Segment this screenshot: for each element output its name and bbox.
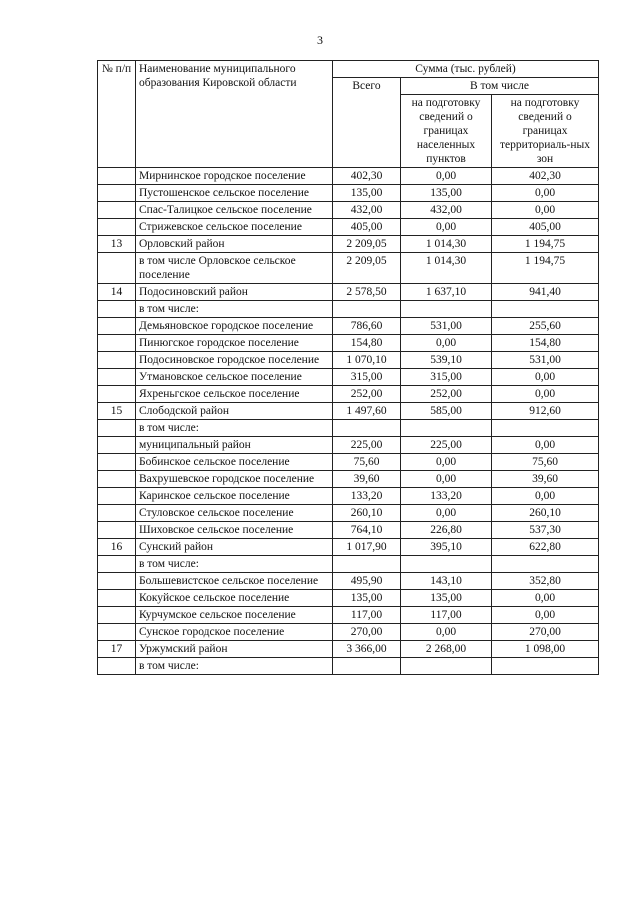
row-name: Вахрушевское городское поселение — [136, 471, 333, 488]
row-name: Яхреньгское сельское поселение — [136, 386, 333, 403]
row-number — [98, 386, 136, 403]
row-name: Подосиновское городское поселение — [136, 352, 333, 369]
row-name: Пинюгское городское поселение — [136, 335, 333, 352]
row-settlements: 0,00 — [401, 471, 492, 488]
table-row — [98, 641, 599, 658]
row-number: 17 — [98, 641, 136, 658]
row-number — [98, 556, 136, 573]
row-number — [98, 420, 136, 437]
table-row — [98, 253, 599, 284]
row-total: 154,80 — [333, 335, 401, 352]
row-total: 2 578,50 — [333, 284, 401, 301]
row-total: 432,00 — [333, 202, 401, 219]
row-name: Кокуйское сельское поселение — [136, 590, 333, 607]
row-total: 2 209,05 — [333, 236, 401, 253]
row-name: Пустошенское сельское поселение — [136, 185, 333, 202]
row-number — [98, 253, 136, 284]
row-settlements: 1 637,10 — [401, 284, 492, 301]
row-total: 315,00 — [333, 369, 401, 386]
row-settlements: 585,00 — [401, 403, 492, 420]
row-settlements: 133,20 — [401, 488, 492, 505]
header-total: Всего — [333, 78, 401, 168]
row-zones: 402,30 — [492, 168, 599, 185]
row-name: Бобинское сельское поселение — [136, 454, 333, 471]
row-settlements: 143,10 — [401, 573, 492, 590]
row-name: Каринское сельское поселение — [136, 488, 333, 505]
row-settlements: 315,00 — [401, 369, 492, 386]
row-total: 135,00 — [333, 185, 401, 202]
row-name: Курчумское сельское поселение — [136, 607, 333, 624]
row-name: Спас-Талицкое сельское поселение — [136, 202, 333, 219]
row-zones: 941,40 — [492, 284, 599, 301]
row-name: в том числе: — [136, 420, 333, 437]
table-row — [98, 437, 599, 454]
row-zones: 1 194,75 — [492, 253, 599, 284]
table-row — [98, 505, 599, 522]
row-total: 39,60 — [333, 471, 401, 488]
table-row — [98, 301, 599, 318]
row-zones: 531,00 — [492, 352, 599, 369]
row-number — [98, 219, 136, 236]
row-number: 13 — [98, 236, 136, 253]
row-total: 133,20 — [333, 488, 401, 505]
row-total: 1 070,10 — [333, 352, 401, 369]
row-number: 16 — [98, 539, 136, 556]
row-settlements: 0,00 — [401, 505, 492, 522]
row-settlements: 252,00 — [401, 386, 492, 403]
table-row — [98, 573, 599, 590]
row-name: Сунский район — [136, 539, 333, 556]
row-name: муниципальный район — [136, 437, 333, 454]
row-total: 495,90 — [333, 573, 401, 590]
row-total: 1 017,90 — [333, 539, 401, 556]
row-total: 1 497,60 — [333, 403, 401, 420]
row-settlements — [401, 301, 492, 318]
table-row — [98, 556, 599, 573]
row-zones: 270,00 — [492, 624, 599, 641]
header-name: Наименование муниципального образования Кировской области — [136, 61, 333, 168]
page-number: 3 — [317, 33, 323, 47]
table-row — [98, 219, 599, 236]
row-name: Стрижевское сельское поселение — [136, 219, 333, 236]
row-name: в том числе: — [136, 556, 333, 573]
row-total: 3 366,00 — [333, 641, 401, 658]
row-total: 2 209,05 — [333, 253, 401, 284]
header-sum: Сумма (тыс. рублей) — [333, 61, 599, 78]
row-total — [333, 301, 401, 318]
row-zones — [492, 556, 599, 573]
table-row — [98, 352, 599, 369]
row-number — [98, 202, 136, 219]
header-number: № п/п — [98, 61, 136, 168]
row-settlements: 0,00 — [401, 335, 492, 352]
row-zones: 75,60 — [492, 454, 599, 471]
table-row — [98, 403, 599, 420]
row-settlements: 2 268,00 — [401, 641, 492, 658]
row-total: 764,10 — [333, 522, 401, 539]
row-settlements: 0,00 — [401, 624, 492, 641]
row-number — [98, 185, 136, 202]
row-zones: 912,60 — [492, 403, 599, 420]
row-name: Орловский район — [136, 236, 333, 253]
row-zones: 0,00 — [492, 185, 599, 202]
row-zones: 537,30 — [492, 522, 599, 539]
row-number — [98, 590, 136, 607]
header-zones: на подготовку сведений о границах территориаль-ных зон — [492, 95, 599, 168]
row-settlements: 432,00 — [401, 202, 492, 219]
row-settlements — [401, 556, 492, 573]
row-number — [98, 573, 136, 590]
table-body — [98, 168, 599, 675]
row-zones: 0,00 — [492, 607, 599, 624]
row-number — [98, 301, 136, 318]
row-number: 14 — [98, 284, 136, 301]
table-row — [98, 236, 599, 253]
table-row — [98, 590, 599, 607]
table-row — [98, 420, 599, 437]
row-number — [98, 335, 136, 352]
row-name: Уржумский район — [136, 641, 333, 658]
row-number — [98, 505, 136, 522]
row-zones: 255,60 — [492, 318, 599, 335]
row-name: Подосиновский район — [136, 284, 333, 301]
row-settlements: 117,00 — [401, 607, 492, 624]
row-settlements: 226,80 — [401, 522, 492, 539]
row-name: Сунское городское поселение — [136, 624, 333, 641]
table-row — [98, 658, 599, 675]
row-name: Демьяновское городское поселение — [136, 318, 333, 335]
table-row — [98, 488, 599, 505]
row-name: Мирнинское городское поселение — [136, 168, 333, 185]
row-number — [98, 471, 136, 488]
table-row — [98, 318, 599, 335]
table-row — [98, 185, 599, 202]
row-settlements — [401, 420, 492, 437]
row-name: Шиховское сельское поселение — [136, 522, 333, 539]
row-total: 135,00 — [333, 590, 401, 607]
row-total: 786,60 — [333, 318, 401, 335]
row-name: в том числе: — [136, 658, 333, 675]
row-settlements: 0,00 — [401, 454, 492, 471]
row-name: в том числе Орловское сельское поселение — [136, 253, 333, 284]
row-zones: 405,00 — [492, 219, 599, 236]
row-total: 117,00 — [333, 607, 401, 624]
row-number — [98, 437, 136, 454]
row-settlements: 1 014,30 — [401, 236, 492, 253]
table-row — [98, 454, 599, 471]
row-number — [98, 454, 136, 471]
row-number: 15 — [98, 403, 136, 420]
row-zones: 39,60 — [492, 471, 599, 488]
row-zones: 0,00 — [492, 488, 599, 505]
table-row — [98, 168, 599, 185]
table-row — [98, 522, 599, 539]
table-row — [98, 539, 599, 556]
row-settlements: 225,00 — [401, 437, 492, 454]
row-number — [98, 318, 136, 335]
table-row — [98, 284, 599, 301]
row-number — [98, 624, 136, 641]
row-total: 270,00 — [333, 624, 401, 641]
budget-table — [97, 60, 599, 675]
row-total — [333, 556, 401, 573]
row-zones: 154,80 — [492, 335, 599, 352]
row-number — [98, 369, 136, 386]
row-total: 260,10 — [333, 505, 401, 522]
row-total: 252,00 — [333, 386, 401, 403]
row-name: Большевистское сельское поселение — [136, 573, 333, 590]
row-zones — [492, 420, 599, 437]
table-row — [98, 369, 599, 386]
row-settlements: 135,00 — [401, 590, 492, 607]
row-zones: 352,80 — [492, 573, 599, 590]
row-settlements: 539,10 — [401, 352, 492, 369]
row-name: Слободской район — [136, 403, 333, 420]
row-settlements: 0,00 — [401, 168, 492, 185]
row-zones: 0,00 — [492, 202, 599, 219]
table-row — [98, 471, 599, 488]
row-zones — [492, 301, 599, 318]
row-settlements: 395,10 — [401, 539, 492, 556]
row-zones: 0,00 — [492, 369, 599, 386]
row-total: 405,00 — [333, 219, 401, 236]
row-zones: 0,00 — [492, 386, 599, 403]
row-name: Утмановское сельское поселение — [136, 369, 333, 386]
row-settlements: 0,00 — [401, 219, 492, 236]
table-row — [98, 335, 599, 352]
row-total: 402,30 — [333, 168, 401, 185]
row-zones — [492, 658, 599, 675]
table-row — [98, 624, 599, 641]
row-zones: 1 194,75 — [492, 236, 599, 253]
row-number — [98, 488, 136, 505]
row-number — [98, 352, 136, 369]
row-number — [98, 607, 136, 624]
row-total — [333, 658, 401, 675]
row-total: 75,60 — [333, 454, 401, 471]
row-number — [98, 168, 136, 185]
row-zones: 622,80 — [492, 539, 599, 556]
row-zones: 1 098,00 — [492, 641, 599, 658]
row-name: в том числе: — [136, 301, 333, 318]
table-row — [98, 607, 599, 624]
row-settlements: 531,00 — [401, 318, 492, 335]
row-settlements: 1 014,30 — [401, 253, 492, 284]
row-zones: 0,00 — [492, 590, 599, 607]
table-row — [98, 386, 599, 403]
row-settlements: 135,00 — [401, 185, 492, 202]
row-zones: 260,10 — [492, 505, 599, 522]
row-settlements — [401, 658, 492, 675]
row-number — [98, 658, 136, 675]
row-name: Стуловское сельское поселение — [136, 505, 333, 522]
header-including: В том числе — [401, 78, 599, 95]
header-settlements: на подготовку сведений о границах населенных пунктов — [401, 95, 492, 168]
row-total: 225,00 — [333, 437, 401, 454]
row-number — [98, 522, 136, 539]
table-row — [98, 202, 599, 219]
row-zones: 0,00 — [492, 437, 599, 454]
row-total — [333, 420, 401, 437]
